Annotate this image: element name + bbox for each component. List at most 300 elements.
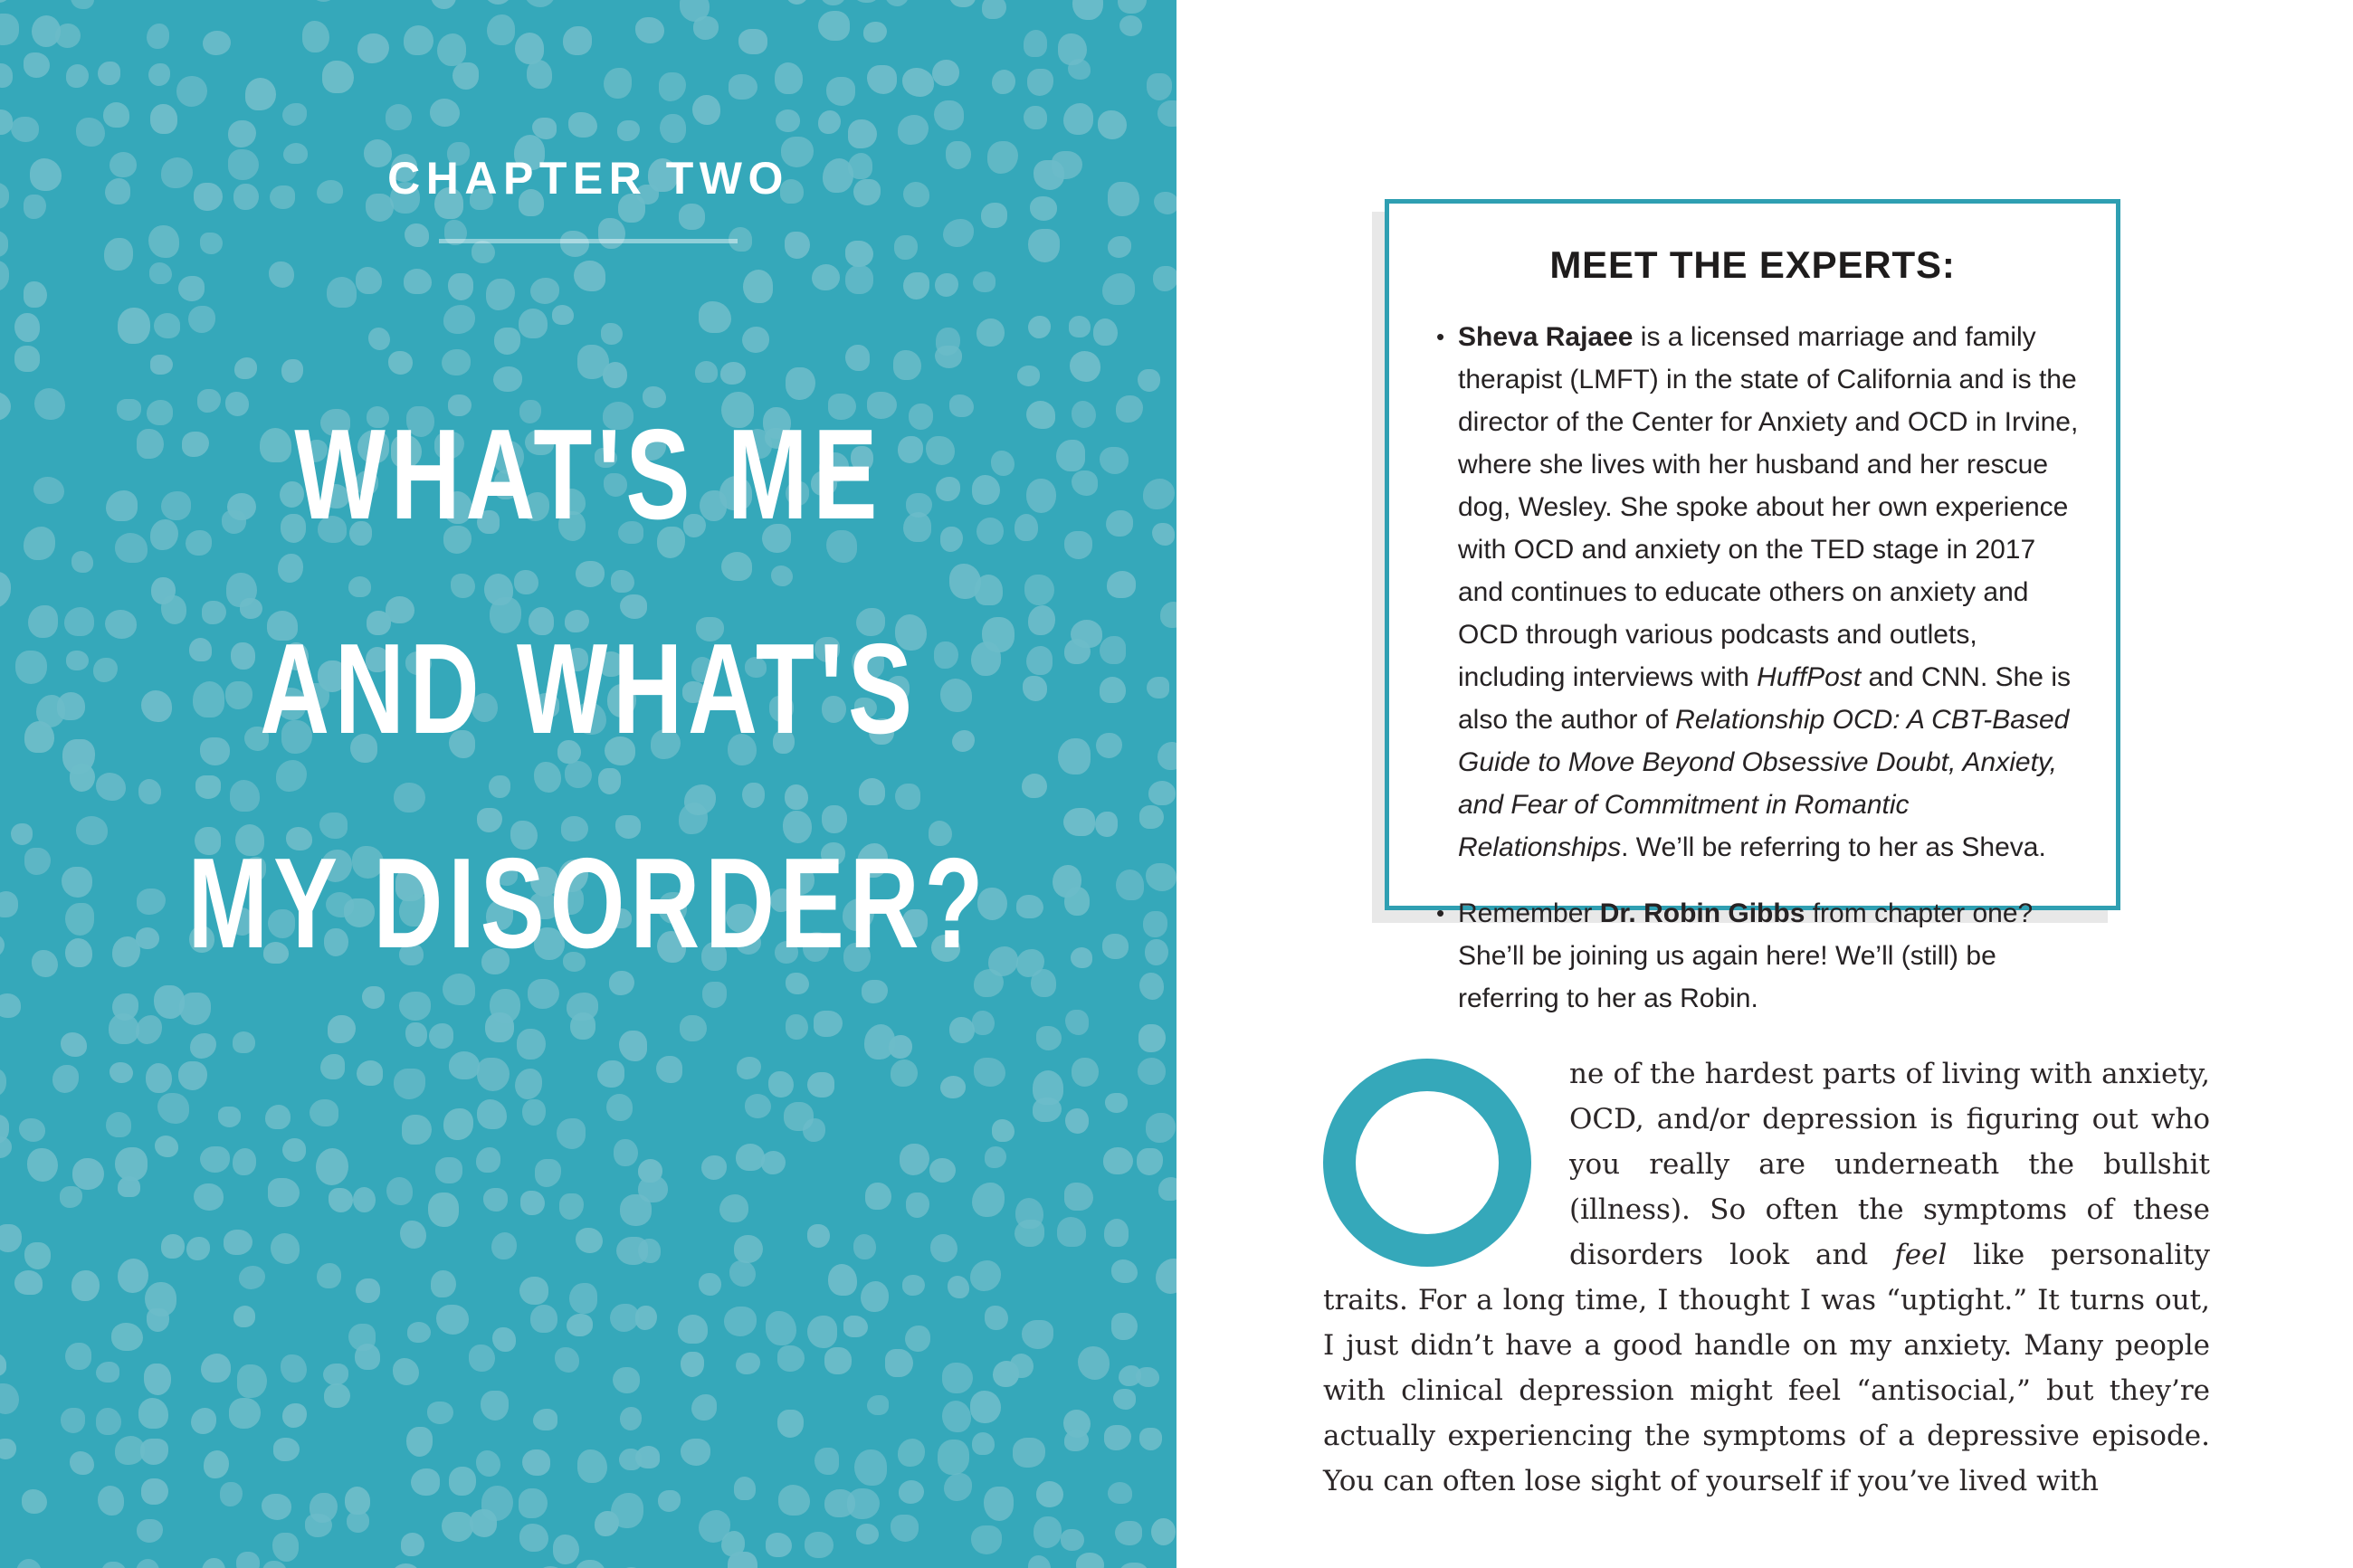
dot [1098,110,1127,138]
dot [431,0,455,9]
dot [407,1322,431,1343]
dot [203,31,231,56]
chapter-kicker-wrap [0,152,1176,204]
dot [552,305,574,325]
publication-italic: HuffPost [1757,662,1862,692]
dot [576,1228,603,1254]
dot [603,362,628,388]
dot [1113,1389,1137,1410]
dot [492,1327,515,1352]
dot [452,62,478,90]
dot [845,241,873,267]
dot [61,1032,87,1057]
dot [559,1193,584,1220]
dot [477,1099,506,1129]
dot [1151,1518,1176,1545]
dot [530,278,560,304]
dot [724,1307,757,1336]
dot [22,1489,47,1514]
dot [1104,1425,1130,1449]
dot [200,1146,229,1174]
dot [898,1439,925,1467]
dot [268,1178,300,1207]
dot [575,1560,606,1568]
expert-bio-text [1458,892,2080,1020]
chapter-title-line-text: WHAT'S ME [294,403,882,546]
dot [519,1277,548,1305]
dot [597,1060,624,1088]
dot [940,1076,965,1098]
dot [355,1344,381,1370]
dot [820,0,846,5]
experts-list [1436,316,2080,1020]
dot [856,1524,879,1544]
dot [347,1511,369,1533]
chapter-title-line [0,602,1176,816]
dot [847,1488,880,1519]
dot [777,1410,804,1438]
dot [699,1273,721,1297]
drop-cap-o [1323,1059,1531,1267]
dot [386,1177,413,1205]
dot [942,1401,970,1432]
dot [405,223,429,247]
dot [932,60,959,87]
dot [557,1118,586,1148]
body-text-segment: ne of the hardest parts of living with anxiety, OCD, and/or depression is figuring out who you really are underneath the bullshit (illness). So often the symptoms of these disorders look and [1569,1058,2210,1271]
dot [984,1487,1014,1521]
dot [327,277,357,308]
dot [970,1260,1001,1291]
expert-bio-text [1458,316,2080,869]
dot [147,1308,169,1332]
dot [1147,73,1172,100]
dot [848,119,877,147]
dot [443,305,476,334]
dot [891,1060,918,1087]
dot [481,1391,509,1421]
dot [656,1056,682,1083]
dot [1063,103,1093,135]
dot [154,313,181,337]
dot [111,1323,143,1352]
dot [885,0,908,6]
dot [0,1136,12,1157]
dot [519,1488,548,1519]
dot [281,1354,306,1383]
body-italic-word: feel [1894,1239,1948,1271]
dot [853,1234,876,1259]
dot [768,1071,794,1098]
dot [929,1158,956,1183]
dot [1024,30,1047,57]
dot [65,1343,91,1371]
dot [970,1391,1001,1423]
dot [635,17,664,43]
dot [604,68,632,99]
dot [595,1511,619,1537]
dot [357,1060,383,1085]
dot [766,1533,792,1557]
dot [269,261,294,288]
dot [1108,1482,1131,1504]
dot [52,1065,79,1092]
dot [138,1398,168,1429]
dot [903,272,929,299]
dot [736,1353,760,1374]
dot [902,1275,925,1296]
dot [302,21,330,52]
dot [402,1115,432,1145]
dot [19,1118,45,1142]
dot [218,1107,241,1126]
dot [220,1482,243,1506]
dot [614,1139,637,1166]
dot [239,1266,265,1289]
dot [282,1138,306,1162]
dot [553,1535,580,1564]
dot [606,1094,633,1121]
dot [229,1398,261,1429]
dot [1118,0,1147,14]
dot [1070,351,1100,381]
dot [972,1183,1004,1217]
dot [894,235,918,260]
dot [353,1187,376,1212]
dot [1157,100,1176,128]
dot [992,70,1015,94]
chapter-kicker: CHAPTER TWO [387,153,789,204]
dot [136,1559,159,1568]
dot [11,117,39,143]
dot [449,1051,480,1079]
dot [803,1118,825,1142]
dot [976,318,1005,347]
dot [863,22,887,43]
dot [738,29,767,54]
dot [271,1233,300,1263]
dot [393,1358,419,1385]
dot [805,1532,834,1558]
dot [147,24,169,48]
dot [1115,1521,1141,1545]
dot [843,1316,868,1337]
dot [1034,1516,1062,1547]
dot [785,232,810,259]
dot [867,65,896,93]
dot [638,1239,661,1264]
dot [148,225,178,258]
meet-the-experts-box [1385,199,2120,1013]
dot [807,1316,838,1347]
dot [324,1383,350,1408]
dot [161,1234,185,1259]
dot [938,1440,969,1474]
dot [660,114,685,143]
dot [1057,1217,1087,1247]
dot [530,1305,557,1333]
body-paragraph [1323,1051,2210,1504]
dot [610,1304,639,1333]
dot [1069,316,1091,337]
dot [24,1242,51,1269]
dot [598,218,625,249]
dot [0,261,9,291]
dot [200,233,223,254]
dot [935,273,958,298]
dot [973,271,996,292]
dot [522,1099,546,1126]
dot [236,1552,260,1568]
dot [935,346,961,369]
dot [394,1069,424,1098]
dot [404,269,431,294]
dot [118,1259,148,1293]
expert-list-item-robin [1436,892,2080,1020]
bio-segment: from chapter one? She’ll be joining us again here! We’ll (still) be referring to her as Robin. [1458,898,2034,1013]
dot [202,1558,225,1568]
dot [0,1383,19,1413]
dot [692,95,720,125]
dot [157,1093,189,1124]
dot [893,350,922,381]
dot [320,1054,345,1079]
dot [431,1270,456,1297]
dot [1138,1058,1166,1085]
dot [563,26,592,55]
dot [658,1490,681,1512]
chapter-title-line-text: MY DISORDER? [187,832,989,975]
dot [971,1525,1002,1554]
dot [766,1311,795,1345]
dot [245,78,276,110]
dot [101,1562,127,1568]
dot [427,1402,452,1424]
dot [948,1276,969,1298]
dot [436,1305,469,1335]
body-text-segment: like personality traits. For a long time, I thought I was “uptight.” It turns out, I just didn’t have a good handle on my anxiety. Many people with clinical depression might feel “antisocial,” but they’re actually experiencing the symptoms of a depressive episode. You can often lose sight of yourself if you’ve lived with [1323,1239,2211,1497]
dot [1024,106,1046,130]
dot [635,1306,657,1330]
dot [1104,1219,1129,1247]
dot [484,0,512,5]
dot [678,1315,708,1344]
dot [1027,69,1053,96]
dot [777,1345,805,1372]
dot [0,14,19,45]
dot [786,0,808,5]
dot [272,1533,299,1562]
dot [477,1058,510,1090]
dot [282,103,307,126]
dot [775,62,803,93]
dot [865,1183,891,1210]
dot [1111,1259,1138,1283]
dot [906,1193,929,1218]
dot [930,1234,957,1262]
dot [27,1148,57,1182]
dot [522,1449,549,1476]
dot [186,1237,210,1260]
dot [900,1144,929,1175]
dot [178,1061,206,1090]
dot [1022,1320,1053,1349]
dot [934,100,964,130]
dot [568,112,597,138]
dot [149,262,172,284]
dot [681,1439,710,1466]
dot [1078,1346,1110,1380]
dot [1064,1430,1089,1451]
dot [720,362,746,385]
dot [818,110,841,134]
chapter-title-line [0,816,1176,1031]
dot [818,11,849,41]
dot [691,1394,717,1421]
dot [885,1349,913,1377]
dot [891,1515,919,1542]
dot [1105,1093,1127,1113]
dot [1137,1148,1163,1176]
dot [323,1364,348,1386]
dot [0,1069,6,1097]
dot [110,1062,133,1083]
dot [103,102,129,128]
dot [96,1408,121,1435]
dot [150,355,173,375]
dot [1158,1177,1176,1201]
dot [944,1473,972,1501]
bullet-icon: • [1436,899,1445,927]
dot [985,1306,1008,1330]
dot [487,14,515,46]
dot [0,63,13,88]
dot [148,63,171,86]
expert-list-item-sheva [1436,316,2080,869]
dot [1111,1313,1138,1340]
dot [406,1427,433,1457]
dot [357,33,389,64]
dot [404,25,433,56]
dot [401,1533,424,1556]
dot [693,16,719,39]
dot [828,1264,857,1296]
dot [437,33,466,65]
dot [985,1146,1006,1168]
dot [265,1105,291,1129]
dot [310,1099,338,1126]
dot [1010,1354,1034,1378]
dot [435,1157,462,1183]
dot [1033,1098,1061,1123]
dot [517,1029,545,1060]
dot [98,1486,125,1516]
dot [386,104,412,130]
dot [400,1221,426,1249]
dot [1064,1183,1093,1211]
dot [70,1451,94,1475]
dot [345,1487,370,1514]
bio-segment: . We’ll be referring to her as Sheva. [1621,832,2046,862]
experts-box-heading: MEET THE EXPERTS: [1549,243,1956,286]
dot [388,351,412,374]
bullet-icon: • [1436,323,1445,350]
dot [638,1175,668,1202]
dot [233,1031,256,1053]
dot [729,74,757,100]
dot [1136,1367,1159,1388]
dot [1028,316,1051,338]
dot [1139,1428,1162,1449]
dot [233,1148,257,1175]
dot [71,1270,99,1301]
dot [737,1057,761,1079]
dot [322,61,353,93]
dot [178,276,205,301]
bio-segment: and CNN. She is also the author of [1458,662,2071,735]
dot [695,361,718,383]
dot [736,1144,765,1171]
dot [146,1063,172,1093]
dot [577,1449,607,1483]
dot [155,1136,178,1157]
dot [0,1224,22,1251]
dot [234,357,257,379]
dot [743,270,773,302]
dot [555,1347,579,1373]
dot [826,77,856,105]
chapter-title-line-text: AND WHAT'S [259,617,918,761]
chapter-title [0,387,1176,1031]
dot [472,241,495,263]
dot [1013,1438,1045,1467]
dot [533,1409,557,1431]
dot [137,1519,163,1544]
dot [24,52,50,78]
dot [98,62,119,84]
dot [118,308,150,344]
dot [681,1352,704,1377]
dot [898,115,929,145]
dot [942,1363,973,1393]
dot [0,231,8,257]
dot [613,1367,641,1394]
dot [96,1362,119,1383]
dot [852,0,880,3]
dot [329,1188,353,1212]
dot [0,1353,6,1376]
dot [24,281,47,308]
dot [237,1364,267,1398]
dot [1103,1147,1133,1175]
dot [476,1450,500,1477]
dot [483,1188,508,1212]
dot [1065,1108,1090,1134]
dot [535,1159,561,1186]
dot [745,1094,771,1117]
bio-segment: Remember [1458,898,1600,928]
dot [845,345,870,371]
dot [55,24,81,48]
dot [176,76,207,107]
dot [494,328,521,355]
dot [617,120,640,142]
dot [201,1354,230,1383]
dot [411,1468,440,1496]
dot [448,273,473,300]
dot [356,1278,380,1304]
dot [442,1512,473,1543]
